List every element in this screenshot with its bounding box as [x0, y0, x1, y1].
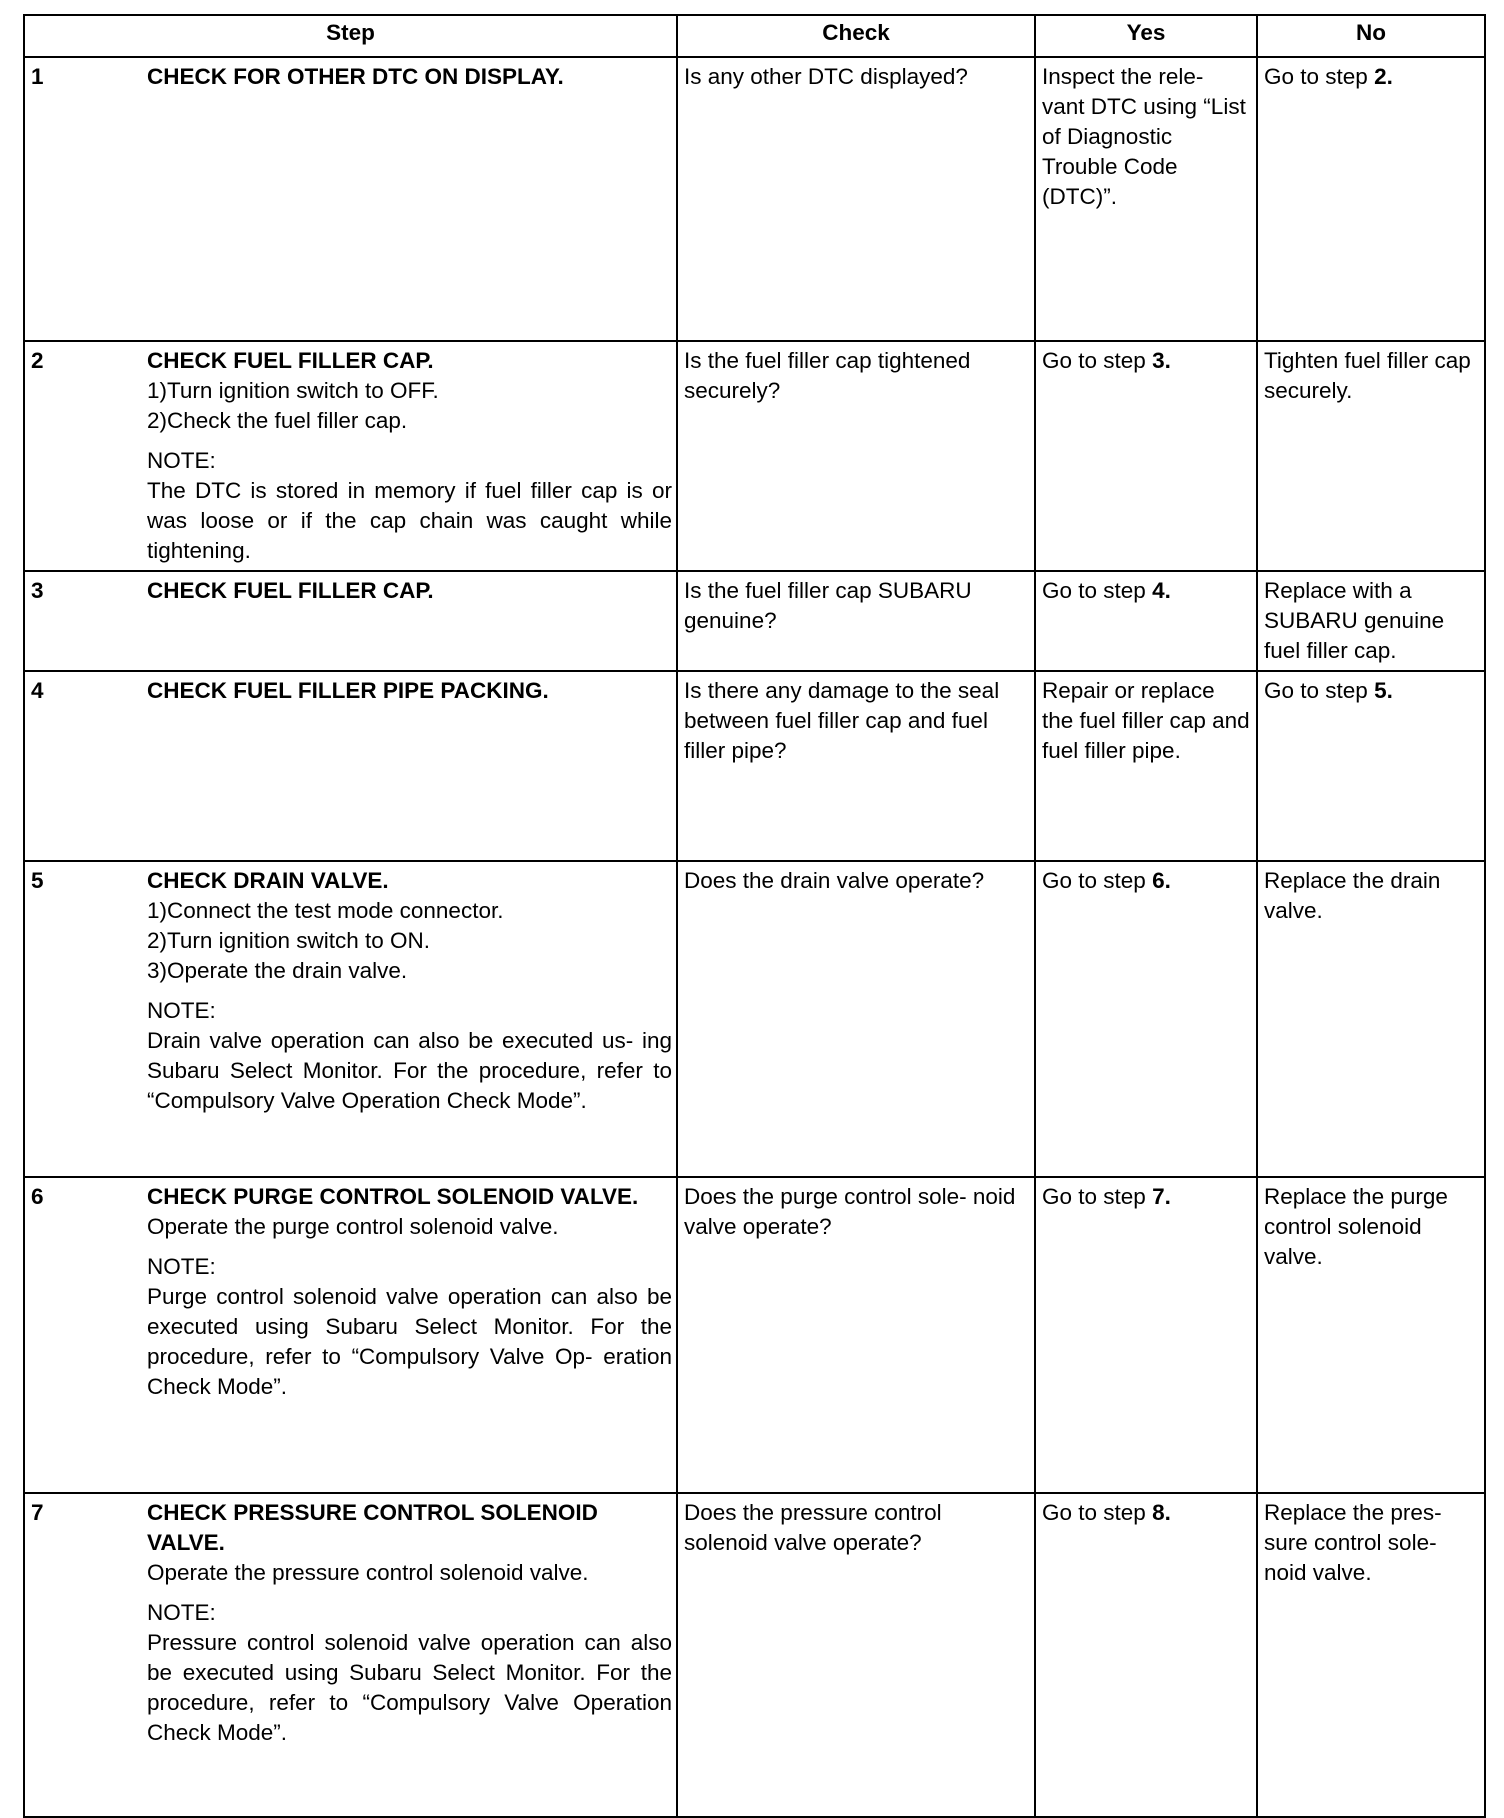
procedure-line: Operate the purge control solenoid valve.: [147, 1214, 559, 1239]
note-text: Pressure control solenoid valve operation can also be executed using Subaru Select Monitor. For the procedure, refer to “Compulsory Valve Operation Check Mode”.: [147, 1630, 672, 1745]
note-label: NOTE:: [147, 1600, 216, 1625]
step-title: CHECK PRESSURE CONTROL SOLENOID VALVE.: [147, 1500, 598, 1555]
step-reference: 7.: [1152, 1184, 1171, 1209]
step-title: CHECK PURGE CONTROL SOLENOID VALVE.: [147, 1184, 639, 1209]
check-cell: Is any other DTC displayed?: [677, 57, 1035, 341]
procedure-line: Operate the pressure control solenoid valve.: [147, 1560, 589, 1585]
no-cell: Replace with a SUBARU genuine fuel filler cap.: [1257, 571, 1485, 671]
header-yes: Yes: [1035, 15, 1257, 57]
no-cell: [1257, 57, 1485, 341]
step-reference: 3.: [1152, 348, 1171, 373]
yes-cell: Inspect the rele- vant DTC using “List of Diagnostic Trouble Code (DTC)”.: [1035, 57, 1257, 341]
yes-text: Go to step: [1042, 578, 1153, 603]
step-cell: [24, 1177, 677, 1493]
header-step: Step: [24, 15, 677, 57]
table-row: [24, 861, 1485, 1177]
step-number: 1: [31, 64, 44, 89]
table-row: [24, 671, 1485, 861]
step-cell: [24, 571, 677, 671]
note-label: NOTE:: [147, 998, 216, 1023]
step-title: CHECK FUEL FILLER CAP.: [147, 578, 434, 603]
note-text: Drain valve operation can also be executed us- ing Subaru Select Monitor. For the procedure, refer to “Compulsory Valve Operation Check Mode”.: [147, 1028, 672, 1113]
step-reference: 6.: [1152, 868, 1171, 893]
yes-cell: [1035, 861, 1257, 1177]
yes-cell: [1035, 571, 1257, 671]
no-text: Go to step: [1264, 64, 1375, 89]
table-row: [24, 1177, 1485, 1493]
step-number: 5: [31, 868, 44, 893]
step-title: CHECK FUEL FILLER CAP.: [147, 348, 434, 373]
yes-text: Go to step: [1042, 1184, 1153, 1209]
note-text: The DTC is stored in memory if fuel filler cap is or was loose or if the cap chain was caught while tightening.: [147, 478, 672, 563]
step-title: CHECK FOR OTHER DTC ON DISPLAY.: [147, 64, 564, 89]
step-cell: [24, 57, 677, 341]
no-cell: [1257, 671, 1485, 861]
step-number: 6: [31, 1184, 44, 1209]
step-number: 4: [31, 678, 44, 703]
table-row: [24, 57, 1485, 341]
no-cell: Replace the pres- sure control sole- noid valve.: [1257, 1493, 1485, 1817]
diagnostic-table: [23, 14, 1486, 1818]
no-cell: Replace the purge control solenoid valve.: [1257, 1177, 1485, 1493]
yes-text: Go to step: [1042, 868, 1153, 893]
yes-cell: [1035, 1493, 1257, 1817]
procedure-line: 1)Turn ignition switch to OFF.: [147, 378, 439, 403]
check-cell: Does the purge control sole- noid valve operate?: [677, 1177, 1035, 1493]
table-row: [24, 1493, 1485, 1817]
table-row: [24, 341, 1485, 571]
table-row: [24, 571, 1485, 671]
yes-cell: [1035, 1177, 1257, 1493]
procedure-line: 2)Turn ignition switch to ON.: [147, 928, 431, 953]
step-reference: 2.: [1374, 64, 1393, 89]
check-cell: Is there any damage to the seal between fuel filler cap and fuel filler pipe?: [677, 671, 1035, 861]
yes-text: Go to step: [1042, 348, 1153, 373]
step-number: 2: [31, 348, 44, 373]
header-no: No: [1257, 15, 1485, 57]
yes-cell: Repair or replace the fuel filler cap and fuel filler pipe.: [1035, 671, 1257, 861]
check-cell: Is the fuel filler cap tightened securely?: [677, 341, 1035, 571]
procedure-line: 2)Check the fuel filler cap.: [147, 408, 408, 433]
check-cell: Is the fuel filler cap SUBARU genuine?: [677, 571, 1035, 671]
no-cell: Replace the drain valve.: [1257, 861, 1485, 1177]
yes-cell: [1035, 341, 1257, 571]
step-cell: [24, 1493, 677, 1817]
step-number: 3: [31, 578, 44, 603]
step-cell: [24, 341, 677, 571]
header-check: Check: [677, 15, 1035, 57]
step-number: 7: [31, 1500, 44, 1525]
step-cell: [24, 861, 677, 1177]
procedure-line: 1)Connect the test mode connector.: [147, 898, 504, 923]
header-row: [24, 15, 1485, 57]
no-text: Go to step: [1264, 678, 1375, 703]
check-cell: Does the drain valve operate?: [677, 861, 1035, 1177]
note-label: NOTE:: [147, 1254, 216, 1279]
step-reference: 8.: [1152, 1500, 1171, 1525]
procedure-line: 3)Operate the drain valve.: [147, 958, 408, 983]
step-title: CHECK FUEL FILLER PIPE PACKING.: [147, 678, 549, 703]
step-reference: 5.: [1374, 678, 1393, 703]
note-text: Purge control solenoid valve operation can also be executed using Subaru Select Monitor. For the procedure, refer to “Compulsory Valve Op- eration Check Mode”.: [147, 1284, 672, 1399]
step-cell: [24, 671, 677, 861]
step-reference: 4.: [1152, 578, 1171, 603]
note-label: NOTE:: [147, 448, 216, 473]
check-cell: Does the pressure control solenoid valve operate?: [677, 1493, 1035, 1817]
yes-text: Go to step: [1042, 1500, 1153, 1525]
no-cell: Tighten fuel filler cap securely.: [1257, 341, 1485, 571]
step-title: CHECK DRAIN VALVE.: [147, 868, 389, 893]
